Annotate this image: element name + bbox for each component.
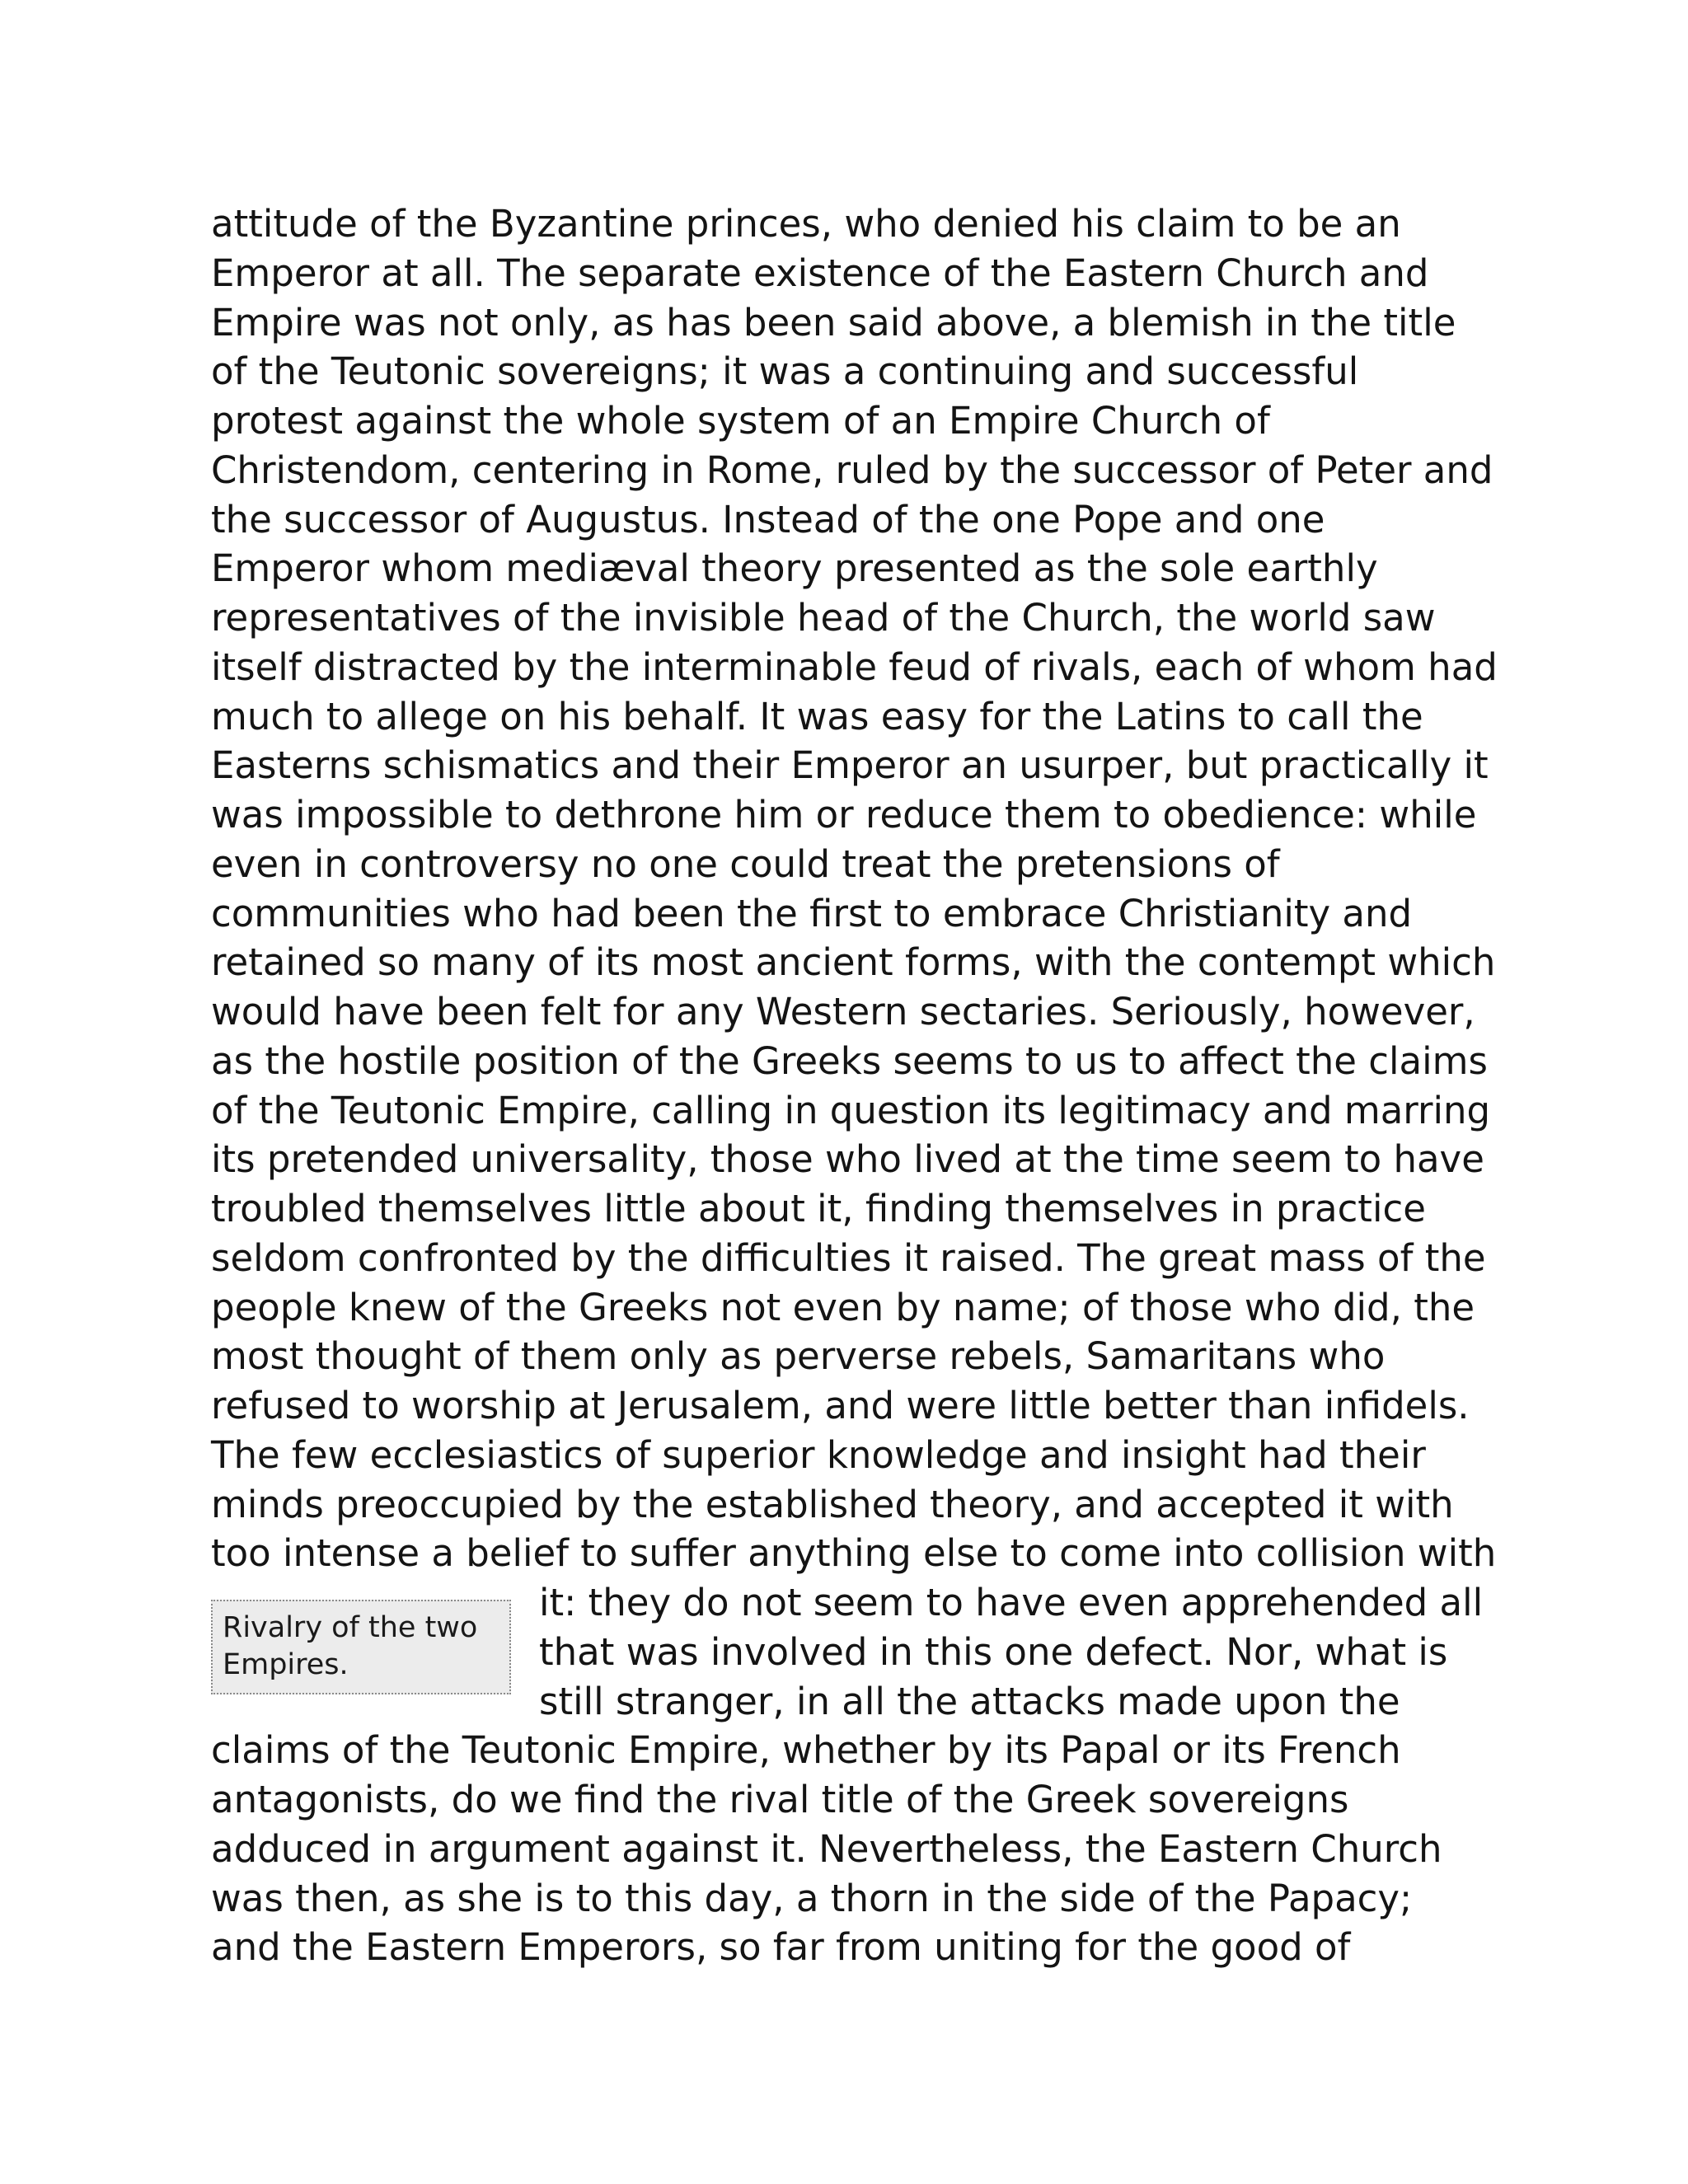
body-text-line: as the hostile position of the Greeks seems to us to affect the claims: [211, 1039, 1488, 1083]
body-text-line: of the Teutonic Empire, calling in question its legitimacy and marring: [211, 1089, 1491, 1132]
body-text-line: troubled themselves little about it, finding themselves in practice: [211, 1187, 1426, 1230]
body-text-line: seldom confronted by the difficulties it raised. The great mass of the: [211, 1236, 1486, 1280]
body-text-line: too intense a belief to suffer anything else to come into collision with: [211, 1531, 1497, 1575]
body-text-line: The few ecclesiastics of superior knowledge and insight had their: [211, 1433, 1426, 1477]
body-text-line: minds preoccupied by the established theory, and accepted it with: [211, 1483, 1454, 1526]
body-text-line: claims of the Teutonic Empire, whether by its Papal or its French: [211, 1728, 1401, 1772]
body-text-line: people knew of the Greeks not even by name; of those who did, the: [211, 1286, 1475, 1329]
body-text-line: Empire was not only, as has been said above, a blemish in the title: [211, 301, 1456, 344]
body-text-line: its pretended universality, those who lived at the time seem to have: [211, 1137, 1484, 1181]
body-text-line: would have been felt for any Western sectaries. Seriously, however,: [211, 990, 1475, 1033]
body-text-line: refused to worship at Jerusalem, and were little better than infidels.: [211, 1384, 1470, 1427]
body-text-line: itself distracted by the interminable feud of rivals, each of whom had: [211, 645, 1498, 689]
sidenote-text: Rivalry of the two Empires.: [223, 1611, 478, 1681]
body-text-line: attitude of the Byzantine princes, who denied his claim to be an: [211, 202, 1401, 246]
body-text-line: most thought of them only as perverse rebels, Samaritans who: [211, 1334, 1386, 1378]
body-text-line: that was involved in this one defect. Nor, what is: [539, 1630, 1448, 1674]
body-text-line: and the Eastern Emperors, so far from uniting for the good of: [211, 1925, 1351, 1969]
body-text-line: Christendom, centering in Rome, ruled by the successor of Peter and: [211, 448, 1493, 492]
body-text-line: much to allege on his behalf. It was easy for the Latins to call the: [211, 695, 1423, 738]
body-text-line: was then, as she is to this day, a thorn in the side of the Papacy;: [211, 1877, 1413, 1920]
body-text-line: protest against the whole system of an Empire Church of: [211, 399, 1270, 443]
body-text-line: communities who had been the first to embrace Christianity and: [211, 892, 1413, 935]
body-text-line: the successor of Augustus. Instead of the one Pope and one: [211, 498, 1325, 541]
body-text-line: Easterns schismatics and their Emperor an usurper, but practically it: [211, 743, 1489, 787]
body-text-line: adduced in argument against it. Nevertheless, the Eastern Church: [211, 1827, 1442, 1871]
margin-sidenote: [211, 1600, 511, 1694]
body-text-line: was impossible to dethrone him or reduce them to obedience: while: [211, 793, 1477, 837]
body-text-line: antagonists, do we find the rival title of the Greek sovereigns: [211, 1778, 1349, 1821]
body-text-line: even in controversy no one could treat the pretensions of: [211, 842, 1280, 886]
body-text-line: Emperor whom mediæval theory presented as the sole earthly: [211, 546, 1378, 590]
body-text-line: it: they do not seem to have even apprehended all: [539, 1581, 1484, 1624]
body-text-line: representatives of the invisible head of the Church, the world saw: [211, 596, 1436, 640]
body-text-line: retained so many of its most ancient forms, with the contempt which: [211, 940, 1496, 984]
body-text-line: still stranger, in all the attacks made upon the: [539, 1680, 1400, 1723]
body-text-line: of the Teutonic sovereigns; it was a continuing and successful: [211, 349, 1359, 393]
body-text-line: Emperor at all. The separate existence of the Eastern Church and: [211, 251, 1429, 295]
